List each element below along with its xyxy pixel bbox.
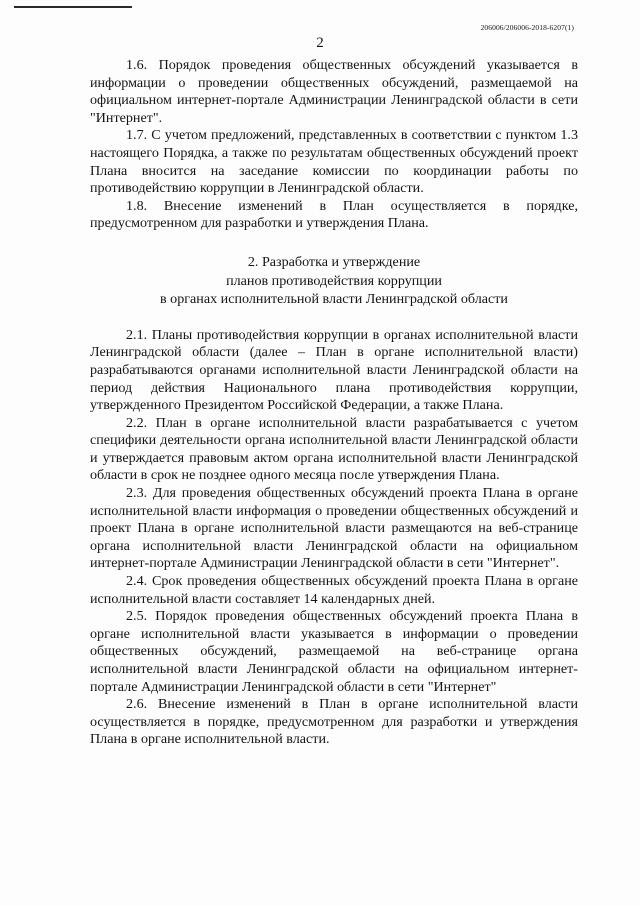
paragraph-2-1: 2.1. Планы противодействия коррупции в органах исполнительной власти Ленинградской области (далее – План в органе исполнительной власти) разрабатываются органами исполнительной власти Ленинградской области на период действия Национального плана противодействия коррупции, утвержденного Президентом Российской Федерации, а также Плана. (90, 326, 578, 414)
section-title-line-3: в органах исполнительной власти Ленинградской области (160, 291, 508, 308)
paragraph-2-5: 2.5. Порядок проведения общественных обсуждений проекта Плана в органе исполнительной власти указывается в информации о проведении общественных обсуждений, размещаемой на веб-странице органа исполнительной власти Ленинградской области на официальном интернет-портале Администрации Ленинградской области в сети "Интернет" (90, 608, 578, 695)
section-heading (90, 253, 578, 309)
document-body (90, 57, 578, 749)
paragraph-2-6: 2.6. Внесение изменений в План в органе исполнительной власти осуществляется в порядке, предусмотренном для разработки и утверждения Плана в органе исполнительной власти. (90, 696, 578, 748)
paragraph-2-3: 2.3. Для проведения общественных обсуждений проекта Плана в органе исполнительной власти информация о проведении общественных обсуждений и проект Плана в органе исполнительной власти размещаются на веб-странице органа исполнительной власти Ленинградской области на официальном интернет-портале Администрации Ленинградской области в сети "Интернет". (90, 485, 578, 572)
paragraph-2-4: 2.4. Срок проведения общественных обсуждений проекта Плана в органе исполнительной власти составляет 14 календарных дней. (90, 573, 578, 607)
paragraph-1-8: 1.8. Внесение изменений в План осуществляется в порядке, предусмотренном для разработки и утверждения Плана. (90, 197, 578, 232)
page-number: 2 (316, 35, 324, 51)
document-id: 206006/206006-2018-6207(1) (480, 23, 574, 32)
paragraph-2-2: 2.2. План в органе исполнительной власти разрабатывается с учетом специфики деятельности органа исполнительной власти Ленинградской области и утверждается правовым актом органа исполнительной власти Ленинградской области в срок не позднее одного месяца после утверждения Плана. (90, 414, 578, 484)
section-title-line-1: 2. Разработка и утверждение (247, 253, 421, 270)
scan-edge-mark (14, 6, 132, 8)
paragraph-1-6: 1.6. Порядок проведения общественных обсуждений указывается в информации о проведении общественных обсуждений, размещаемой на официальном интернет-портале Администрации Ленинградской области в сети "Интернет". (90, 57, 578, 126)
paragraph-1-7: 1.7. С учетом предложений, представленных в соответствии с пунктом 1.3 настоящего Порядка, а также по результатам общественных обсуждений проект Плана вносится на заседание комиссии по координации работы по противодействию коррупции в Ленинградской области. (90, 127, 578, 197)
section-title-line-2: планов противодействия коррупции (226, 272, 442, 289)
